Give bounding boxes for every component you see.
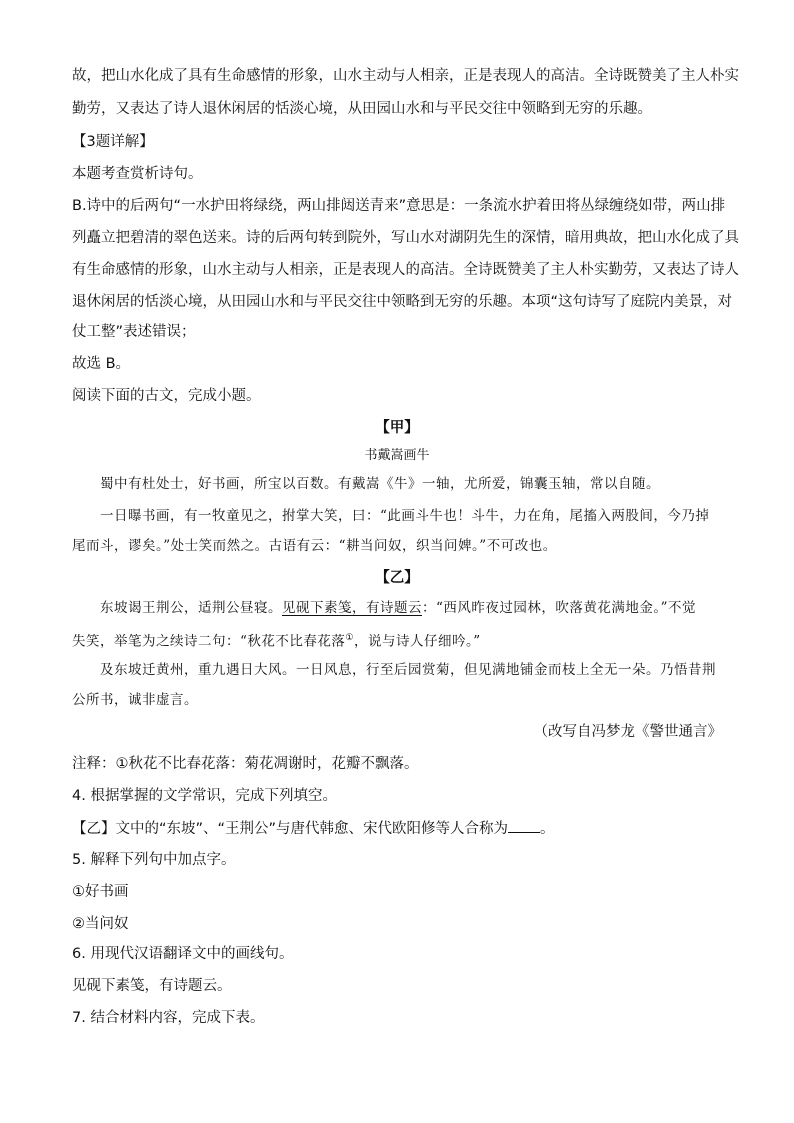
passage-jia-paragraph-1: 蜀中有杜处士，好书画，所宝以百数。有戴嵩《牛》一轴，尤所爱，锦囊玉轴，常以自随。 (100, 476, 660, 492)
text-line: 阅读下面的古文，完成小题。 (72, 388, 261, 404)
text-line: 勤劳，又表达了诗人退休闲居的恬淡心境，从田园山水和与平民交往中领略到无穷的乐趣。 (72, 101, 652, 117)
passage-yi-label: 【乙】 (375, 570, 419, 586)
passage-yi-paragraph-2-cont: 公所书，诚非虚言。 (72, 692, 198, 708)
text-line: 仗工整”表述错误； (72, 324, 196, 340)
question-6: 6. 用现代汉语翻译文中的画线句。 (72, 946, 294, 962)
question-5-item-2: ②当问奴 (72, 916, 129, 932)
text-line: 列矗立把碧清的翠色送来。诗的后两句转到院外，写山水对湖阴先生的深情，暗用典故，把山水化成了具 (72, 230, 739, 246)
passage-yi-paragraph-1: 东坡谒王荆公，适荆公昼寝。见砚下素笺，有诗题云：“西风昨夜过园林，吹落黄花满地金。”不觉 (100, 600, 697, 616)
text-line: 有生命感情的形象，山水主动与人相亲，正是表现人的高洁。全诗既赞美了主人朴实勤劳，又表达了诗人 (72, 262, 739, 278)
passage-jia-label: 【甲】 (375, 420, 419, 436)
text-line: B.诗中的后两句“一水护田将绿绕，两山排闼送青来”意思是：一条流水护着田将丛绿缠绕如带，两山排 (72, 198, 726, 214)
text-line: 故，把山水化成了具有生命感情的形象，山水主动与人相亲，正是表现人的高洁。全诗既赞美了主人朴实 (72, 68, 739, 84)
question-4-blank-line: 【乙】文中的“东坡”、“王荆公”与唐代韩愈、宋代欧阳修等人合称为 。 (72, 818, 722, 839)
text-line: 本题考查赏析诗句。 (72, 166, 203, 182)
question-5: 5. 解释下列句中加点字。 (72, 852, 236, 868)
passage-source: （改写自冯梦龙《警世通言》 (533, 724, 722, 740)
section-heading: 【3题详解】 (72, 134, 154, 150)
passage-yi-paragraph-1-cont: 失笑，举笔为之续诗二句：“秋花不比春花落①，说与诗人仔细吟。” (72, 633, 481, 650)
answer-blank (508, 818, 540, 833)
footnote: 注释：①秋花不比春花落：菊花凋谢时，花瓣不飘落。 (72, 756, 419, 772)
question-7: 7. 结合材料内容，完成下表。 (72, 1010, 265, 1026)
footnote-marker: ① (345, 633, 354, 643)
question-4: 4. 根据掌握的文学常识，完成下列填空。 (72, 788, 337, 804)
question-5-item-1: ①好书画 (72, 884, 129, 900)
underlined-sentence: 见砚下素笺，有诗题云 (282, 600, 422, 616)
passage-jia-paragraph-2: 一日曝书画，有一牧童见之，拊掌大笑，曰：“此画斗牛也！斗牛，力在角，尾搐入两股间，今乃掉 (100, 508, 710, 524)
question-6-sentence: 见砚下素笺，有诗题云。 (72, 978, 232, 994)
passage-jia-title: 书戴嵩画牛 (364, 448, 430, 463)
passage-yi-paragraph-2: 及东坡迁黄州，重九遇日大风。一日风息，行至后园赏菊，但见满地铺金而枝上全无一朵。乃悟昔荆 (100, 662, 716, 678)
text-line: 故选 B。 (72, 356, 131, 372)
text-line: 退休闲居的恬淡心境，从田园山水和与平民交往中领略到无穷的乐趣。本项“这句诗写了庭院内美景，对 (72, 294, 733, 310)
passage-jia-paragraph-2-cont: 尾而斗，谬矣。”处士笑而然之。古语有云：“耕当问奴，织当问婢。”不可改也。 (72, 538, 557, 554)
